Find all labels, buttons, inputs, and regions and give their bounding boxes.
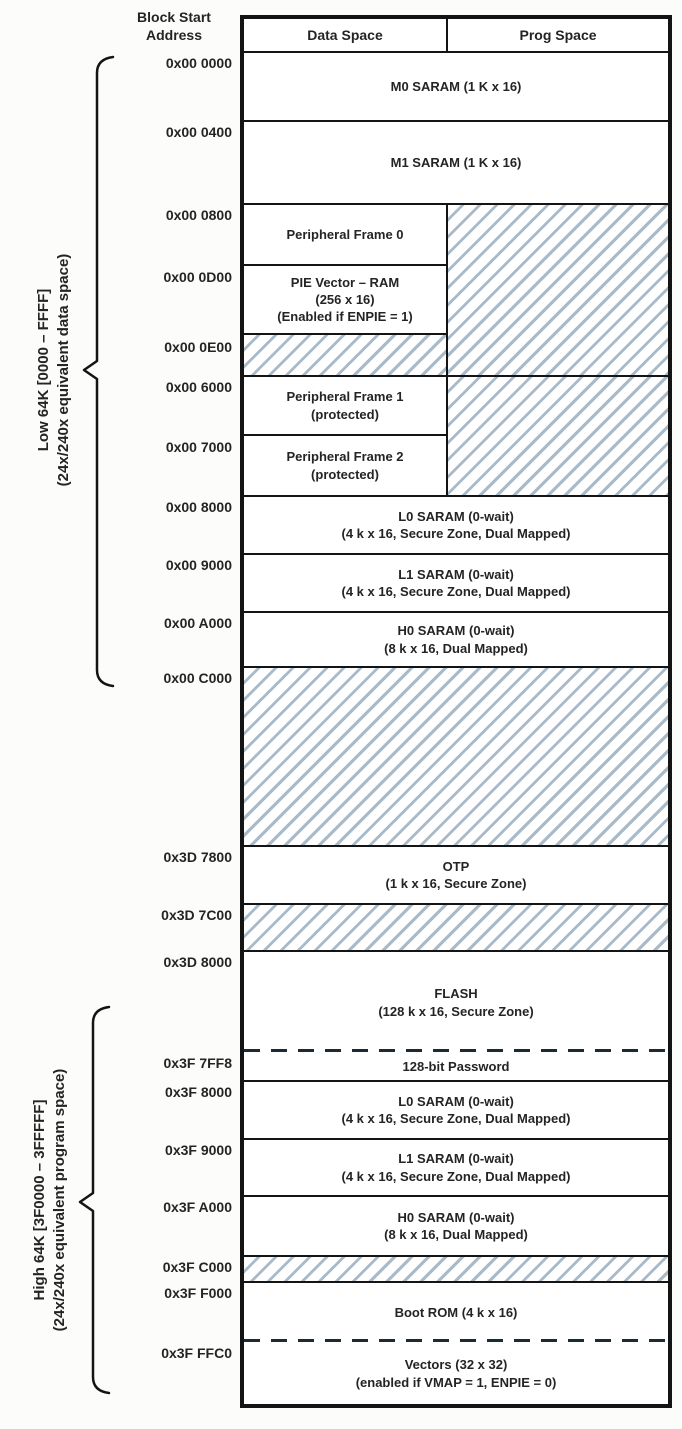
block-address-label: 0x00 9000 — [165, 557, 232, 573]
column-header-data-space: Data Space — [244, 19, 448, 51]
low-64k-label — [31, 110, 77, 630]
block-address-label: 0x00 C000 — [163, 670, 232, 686]
block-label — [244, 555, 668, 611]
block-start-address-line1: Block Start — [137, 9, 211, 25]
block-address-label: 0x00 A000 — [164, 615, 232, 631]
block-label-line: 128-bit Password — [402, 1058, 510, 1074]
block-address-label: 0x3F F000 — [164, 1285, 232, 1301]
block-label-line: M0 SARAM (1 K x 16) — [390, 78, 522, 94]
block-label-line: (Enabled if ENPIE = 1) — [277, 309, 413, 325]
block-label — [244, 952, 668, 1053]
memory-block-row — [244, 1053, 668, 1082]
block-label-line: (256 x 16) — [315, 292, 375, 308]
memory-block-row — [244, 122, 668, 205]
block-address-label: 0x3F 7FF8 — [163, 1055, 232, 1071]
block-label-line: Peripheral Frame 0 — [286, 227, 404, 243]
memory-block-cell — [244, 205, 446, 266]
memory-block-row — [244, 53, 668, 122]
reserved-hatch-region — [244, 335, 446, 375]
block-label-line: H0 SARAM (0-wait) — [397, 623, 515, 639]
block-label-line: L0 SARAM (0-wait) — [398, 508, 514, 524]
block-label — [244, 1140, 668, 1195]
prog-space-hatch-region — [448, 205, 668, 375]
memory-block-row — [244, 1140, 668, 1197]
block-address-label: 0x3F 8000 — [165, 1084, 232, 1100]
block-label-line: (128 k x 16, Secure Zone) — [378, 1003, 534, 1019]
low-64k-label-line1: Low 64K [0000 – FFFF] — [34, 288, 52, 452]
block-address-label: 0x3F A000 — [163, 1199, 232, 1215]
block-label — [244, 1257, 668, 1281]
memory-block-split-row — [244, 377, 668, 497]
memory-block-row — [244, 1197, 668, 1257]
block-label — [244, 53, 668, 120]
block-label-line: Vectors (32 x 32) — [404, 1357, 508, 1373]
block-label — [244, 1283, 668, 1343]
block-label — [286, 436, 403, 495]
low-64k-brace — [84, 57, 113, 686]
memory-block-row — [244, 497, 668, 555]
block-label-line: Peripheral Frame 1 — [286, 389, 404, 405]
high-64k-label-line1: High 64K [3F0000 – 3FFFFF] — [30, 1099, 48, 1301]
block-label-line: (protected) — [311, 406, 379, 422]
block-address-label: 0x00 0D00 — [163, 269, 232, 285]
block-address-label: 0x3F C000 — [162, 1259, 232, 1275]
table-body — [244, 53, 668, 1404]
block-label — [244, 613, 668, 666]
block-label-line: L0 SARAM (0-wait) — [398, 1093, 514, 1109]
block-label-line: (enabled if VMAP = 1, ENPIE = 0) — [355, 1374, 557, 1390]
block-start-address-line2: Address — [145, 26, 203, 43]
memory-block-split-row — [244, 205, 668, 377]
memory-block-row — [244, 1283, 668, 1343]
block-label-line: OTP — [442, 858, 470, 874]
reserved-hatch-region — [244, 905, 668, 952]
block-address-label: 0x00 6000 — [165, 379, 232, 395]
block-label-line: L1 SARAM (0-wait) — [398, 566, 514, 582]
table-header-row — [244, 19, 668, 53]
reserved-hatch-region — [244, 1257, 668, 1283]
block-label-line: FLASH — [434, 986, 478, 1002]
block-address-label: 0x3D 7C00 — [161, 907, 232, 923]
block-label-line: (4 k x 16, Secure Zone, Dual Mapped) — [341, 584, 571, 599]
block-label-line: (1 k x 16, Secure Zone) — [385, 876, 527, 891]
block-label-line: Peripheral Frame 2 — [286, 449, 404, 465]
block-label — [244, 122, 668, 203]
block-label — [244, 1082, 668, 1138]
block-label — [244, 497, 668, 553]
reserved-hatch-region — [244, 668, 668, 847]
block-label — [244, 905, 668, 950]
block-address-label: 0x00 0000 — [165, 55, 232, 71]
block-address-label: 0x00 0E00 — [164, 339, 232, 355]
block-address-label: 0x00 8000 — [165, 499, 232, 515]
block-label — [244, 1343, 668, 1404]
block-label-line: (8 k x 16, Dual Mapped) — [384, 640, 528, 656]
block-label-line: (8 k x 16, Dual Mapped) — [384, 1227, 528, 1242]
data-space-column — [244, 205, 448, 375]
block-label-line: (4 k x 16, Secure Zone, Dual Mapped) — [341, 526, 571, 541]
memory-block-row — [244, 952, 668, 1053]
memory-block-row — [244, 1343, 668, 1404]
column-header-prog-space: Prog Space — [519, 27, 597, 43]
block-label — [244, 668, 668, 845]
block-address-label: 0x3D 8000 — [163, 954, 232, 970]
block-label-line: M1 SARAM (1 K x 16) — [390, 154, 522, 170]
memory-block-cell — [244, 266, 446, 335]
block-address-label: 0x00 0800 — [165, 207, 232, 223]
dashed-divider — [244, 1049, 668, 1052]
block-label-line: H0 SARAM (0-wait) — [397, 1209, 515, 1225]
block-label — [244, 847, 668, 903]
block-label — [277, 266, 412, 333]
dashed-divider — [244, 1339, 668, 1342]
block-label-line: (4 k x 16, Secure Zone, Dual Mapped) — [341, 1168, 571, 1184]
block-address-label: 0x3F FFC0 — [161, 1345, 232, 1361]
block-label-line: PIE Vector – RAM — [290, 275, 400, 291]
memory-block-cell — [244, 436, 446, 495]
block-label-line: Boot ROM (4 k x 16) — [394, 1305, 518, 1321]
block-label — [244, 1053, 668, 1080]
block-address-label: 0x00 0400 — [165, 124, 232, 140]
block-start-address-header — [104, 9, 244, 44]
block-label-line: (4 k x 16, Secure Zone, Dual Mapped) — [341, 1111, 571, 1126]
low-64k-label-line2: (24x/240x equivalent data space) — [55, 253, 72, 487]
memory-block-row — [244, 847, 668, 905]
prog-space-hatch-region — [448, 377, 668, 495]
block-label-line: L1 SARAM (0-wait) — [398, 1151, 514, 1167]
memory-block-cell — [244, 377, 446, 436]
block-label — [286, 377, 403, 434]
data-space-column — [244, 377, 448, 495]
memory-block-row — [244, 1082, 668, 1140]
block-address-label: 0x3F 9000 — [165, 1142, 232, 1158]
high-64k-label — [27, 940, 73, 1429]
memory-map-table — [240, 15, 672, 1408]
block-address-label: 0x3D 7800 — [163, 849, 232, 865]
memory-block-row — [244, 555, 668, 613]
block-address-label: 0x00 7000 — [165, 439, 232, 455]
high-64k-label-line2: (24x/240x equivalent program space) — [51, 1068, 68, 1332]
block-label — [286, 205, 403, 264]
block-label-line: (protected) — [311, 466, 379, 482]
block-label — [244, 1197, 668, 1255]
memory-block-row — [244, 613, 668, 668]
